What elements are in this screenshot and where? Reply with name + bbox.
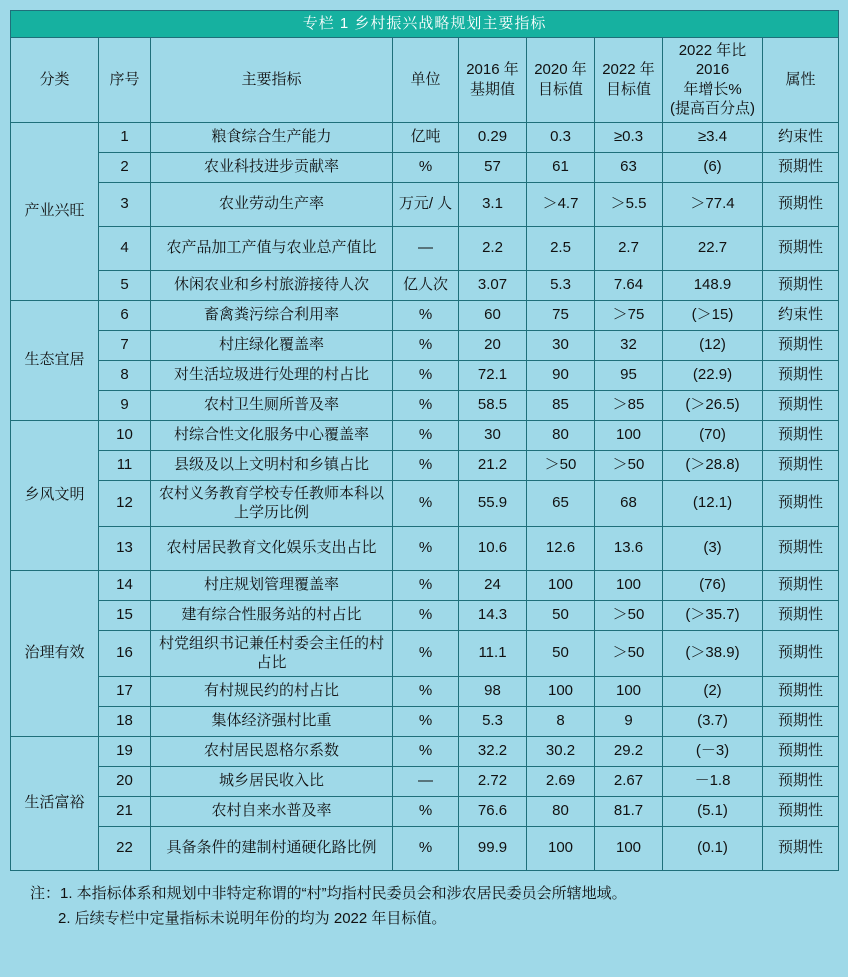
table-row: [11, 420, 839, 450]
target-2022-cell: 81.7: [595, 796, 663, 826]
target-2020-cell: 30: [527, 330, 595, 360]
target-2020-cell: 100: [527, 826, 595, 870]
indicator-name-cell: 农村自来水普及率: [151, 796, 393, 826]
indicator-name-cell: 村综合性文化服务中心覆盖率: [151, 420, 393, 450]
table-row: [11, 360, 839, 390]
indicator-name-cell: 建有综合性服务站的村占比: [151, 600, 393, 630]
growth-cell: (0.1): [663, 826, 763, 870]
table-row: [11, 122, 839, 152]
header-growth-line1: 2022 年比 2016: [678, 41, 747, 78]
table-row: [11, 226, 839, 270]
target-2022-cell: ≥0.3: [595, 122, 663, 152]
base-2016-cell: 72.1: [459, 360, 527, 390]
attribute-cell: 预期性: [763, 270, 839, 300]
indicators-table: [10, 10, 839, 871]
category-cell: 生态宜居: [11, 300, 99, 420]
indicator-name-cell: 村党组织书记兼任村委会主任的村占比: [151, 630, 393, 676]
growth-cell: (5.1): [663, 796, 763, 826]
index-cell: 7: [99, 330, 151, 360]
target-2022-cell: 29.2: [595, 736, 663, 766]
indicator-name-cell: 农业科技进步贡献率: [151, 152, 393, 182]
unit-cell: %: [393, 526, 459, 570]
header-attribute: 属性: [763, 37, 839, 122]
base-2016-cell: 98: [459, 676, 527, 706]
header-target-2022: [595, 37, 663, 122]
attribute-cell: 预期性: [763, 600, 839, 630]
attribute-cell: 预期性: [763, 826, 839, 870]
attribute-cell: 预期性: [763, 676, 839, 706]
growth-cell: (12): [663, 330, 763, 360]
attribute-cell: 预期性: [763, 706, 839, 736]
unit-cell: %: [393, 676, 459, 706]
growth-cell: (12.1): [663, 480, 763, 526]
target-2022-cell: ＞5.5: [595, 182, 663, 226]
table-row: [11, 826, 839, 870]
indicator-name-cell: 集体经济强村比重: [151, 706, 393, 736]
unit-cell: %: [393, 736, 459, 766]
table-row: [11, 270, 839, 300]
table-row: [11, 676, 839, 706]
target-2020-cell: 80: [527, 796, 595, 826]
attribute-cell: 预期性: [763, 182, 839, 226]
index-cell: 21: [99, 796, 151, 826]
index-cell: 4: [99, 226, 151, 270]
category-cell: 生活富裕: [11, 736, 99, 870]
target-2020-cell: 61: [527, 152, 595, 182]
unit-cell: %: [393, 330, 459, 360]
target-2022-cell: 100: [595, 570, 663, 600]
target-2020-cell: ＞50: [527, 450, 595, 480]
unit-cell: 万元/ 人: [393, 182, 459, 226]
unit-cell: %: [393, 300, 459, 330]
base-2016-cell: 20: [459, 330, 527, 360]
table-body: [11, 11, 839, 871]
target-2022-cell: 100: [595, 826, 663, 870]
indicator-name-cell: 农村义务教育学校专任教师本科以上学历比例: [151, 480, 393, 526]
attribute-cell: 预期性: [763, 630, 839, 676]
indicator-name-cell: 对生活垃圾进行处理的村占比: [151, 360, 393, 390]
unit-cell: %: [393, 480, 459, 526]
index-cell: 13: [99, 526, 151, 570]
unit-cell: %: [393, 796, 459, 826]
unit-cell: %: [393, 450, 459, 480]
table-row: [11, 182, 839, 226]
index-cell: 3: [99, 182, 151, 226]
target-2022-cell: 7.64: [595, 270, 663, 300]
base-2016-cell: 30: [459, 420, 527, 450]
header-base-2016-line1: 2016 年: [466, 61, 519, 78]
attribute-cell: 预期性: [763, 420, 839, 450]
target-2020-cell: 12.6: [527, 526, 595, 570]
target-2020-cell: 50: [527, 630, 595, 676]
target-2020-cell: 50: [527, 600, 595, 630]
header-target-2022-line1: 2022 年: [602, 61, 655, 78]
growth-cell: ＞77.4: [663, 182, 763, 226]
target-2022-cell: ＞75: [595, 300, 663, 330]
indicator-name-cell: 休闲农业和乡村旅游接待人次: [151, 270, 393, 300]
target-2022-cell: 32: [595, 330, 663, 360]
target-2022-cell: ＞50: [595, 630, 663, 676]
target-2020-cell: 5.3: [527, 270, 595, 300]
header-growth-line3: (提高百分点): [670, 100, 755, 117]
target-2022-cell: 95: [595, 360, 663, 390]
base-2016-cell: 0.29: [459, 122, 527, 152]
category-cell: 乡风文明: [11, 420, 99, 570]
indicator-name-cell: 农产品加工产值与农业总产值比: [151, 226, 393, 270]
header-index: 序号: [99, 37, 151, 122]
base-2016-cell: 57: [459, 152, 527, 182]
index-cell: 14: [99, 570, 151, 600]
target-2022-cell: ＞85: [595, 390, 663, 420]
index-cell: 1: [99, 122, 151, 152]
base-2016-cell: 3.1: [459, 182, 527, 226]
base-2016-cell: 76.6: [459, 796, 527, 826]
unit-cell: 亿人次: [393, 270, 459, 300]
table-row: [11, 480, 839, 526]
attribute-cell: 约束性: [763, 122, 839, 152]
base-2016-cell: 21.2: [459, 450, 527, 480]
table-row: [11, 600, 839, 630]
note-line-2: 2. 后续专栏中定量指标未说明年份的均为 2022 年目标值。: [58, 910, 447, 927]
index-cell: 5: [99, 270, 151, 300]
table-row: [11, 736, 839, 766]
target-2020-cell: 30.2: [527, 736, 595, 766]
base-2016-cell: 58.5: [459, 390, 527, 420]
table-row: [11, 526, 839, 570]
table-row: [11, 766, 839, 796]
attribute-cell: 预期性: [763, 480, 839, 526]
attribute-cell: 预期性: [763, 330, 839, 360]
indicator-name-cell: 农业劳动生产率: [151, 182, 393, 226]
header-growth-line2: 年增长%: [683, 80, 742, 98]
attribute-cell: 预期性: [763, 152, 839, 182]
indicator-name-cell: 粮食综合生产能力: [151, 122, 393, 152]
table-title: 专栏 1 乡村振兴战略规划主要指标: [11, 11, 839, 38]
index-cell: 15: [99, 600, 151, 630]
index-cell: 10: [99, 420, 151, 450]
header-target-2020: [527, 37, 595, 122]
indicator-name-cell: 有村规民约的村占比: [151, 676, 393, 706]
target-2022-cell: 100: [595, 676, 663, 706]
header-base-2016-line2: 基期值: [469, 80, 515, 98]
target-2022-cell: 63: [595, 152, 663, 182]
table-row: [11, 330, 839, 360]
header-name: 主要指标: [151, 37, 393, 122]
unit-cell: %: [393, 600, 459, 630]
attribute-cell: 预期性: [763, 766, 839, 796]
header-target-2020-line1: 2020 年: [534, 61, 587, 78]
index-cell: 11: [99, 450, 151, 480]
header-growth: [663, 37, 763, 122]
unit-cell: %: [393, 630, 459, 676]
target-2022-cell: 100: [595, 420, 663, 450]
unit-cell: 亿吨: [393, 122, 459, 152]
growth-cell: (＞35.7): [663, 600, 763, 630]
attribute-cell: 预期性: [763, 450, 839, 480]
target-2022-cell: 2.7: [595, 226, 663, 270]
target-2022-cell: ＞50: [595, 450, 663, 480]
base-2016-cell: 99.9: [459, 826, 527, 870]
table-row: [11, 390, 839, 420]
target-2022-cell: ＞50: [595, 600, 663, 630]
indicator-name-cell: 村庄绿化覆盖率: [151, 330, 393, 360]
growth-cell: (2): [663, 676, 763, 706]
header-unit: 单位: [393, 37, 459, 122]
base-2016-cell: 2.2: [459, 226, 527, 270]
index-cell: 6: [99, 300, 151, 330]
target-2020-cell: 2.5: [527, 226, 595, 270]
index-cell: 2: [99, 152, 151, 182]
unit-cell: %: [393, 826, 459, 870]
unit-cell: %: [393, 570, 459, 600]
index-cell: 16: [99, 630, 151, 676]
growth-cell: (＞28.8): [663, 450, 763, 480]
target-2020-cell: 65: [527, 480, 595, 526]
growth-cell: (70): [663, 420, 763, 450]
target-2020-cell: 2.69: [527, 766, 595, 796]
index-cell: 19: [99, 736, 151, 766]
table-row: [11, 630, 839, 676]
indicator-name-cell: 农村居民恩格尔系数: [151, 736, 393, 766]
unit-cell: %: [393, 706, 459, 736]
growth-cell: －1.8: [663, 766, 763, 796]
attribute-cell: 预期性: [763, 360, 839, 390]
index-cell: 8: [99, 360, 151, 390]
target-2020-cell: 100: [527, 676, 595, 706]
index-cell: 9: [99, 390, 151, 420]
table-header-row: [11, 37, 839, 122]
growth-cell: (6): [663, 152, 763, 182]
attribute-cell: 预期性: [763, 796, 839, 826]
target-2022-cell: 68: [595, 480, 663, 526]
growth-cell: (＞15): [663, 300, 763, 330]
indicator-name-cell: 县级及以上文明村和乡镇占比: [151, 450, 393, 480]
indicator-name-cell: 具备条件的建制村通硬化路比例: [151, 826, 393, 870]
growth-cell: (＞26.5): [663, 390, 763, 420]
category-cell: 产业兴旺: [11, 122, 99, 300]
growth-cell: (76): [663, 570, 763, 600]
index-cell: 20: [99, 766, 151, 796]
growth-cell: 22.7: [663, 226, 763, 270]
growth-cell: 148.9: [663, 270, 763, 300]
base-2016-cell: 3.07: [459, 270, 527, 300]
base-2016-cell: 5.3: [459, 706, 527, 736]
base-2016-cell: 11.1: [459, 630, 527, 676]
target-2020-cell: 100: [527, 570, 595, 600]
indicator-name-cell: 畜禽粪污综合利用率: [151, 300, 393, 330]
base-2016-cell: 2.72: [459, 766, 527, 796]
unit-cell: %: [393, 420, 459, 450]
attribute-cell: 预期性: [763, 226, 839, 270]
base-2016-cell: 14.3: [459, 600, 527, 630]
index-cell: 12: [99, 480, 151, 526]
growth-cell: (－3): [663, 736, 763, 766]
unit-cell: —: [393, 766, 459, 796]
index-cell: 17: [99, 676, 151, 706]
table-row: [11, 570, 839, 600]
indicator-name-cell: 城乡居民收入比: [151, 766, 393, 796]
table-row: [11, 706, 839, 736]
base-2016-cell: 24: [459, 570, 527, 600]
table-notes: [10, 881, 838, 932]
category-cell: 治理有效: [11, 570, 99, 736]
target-2020-cell: 90: [527, 360, 595, 390]
target-2022-cell: 9: [595, 706, 663, 736]
base-2016-cell: 32.2: [459, 736, 527, 766]
attribute-cell: 约束性: [763, 300, 839, 330]
target-2020-cell: ＞4.7: [527, 182, 595, 226]
target-2020-cell: 75: [527, 300, 595, 330]
indicator-name-cell: 农村卫生厕所普及率: [151, 390, 393, 420]
index-cell: 22: [99, 826, 151, 870]
target-2020-cell: 8: [527, 706, 595, 736]
unit-cell: %: [393, 390, 459, 420]
target-2020-cell: 85: [527, 390, 595, 420]
header-target-2022-line2: 目标值: [605, 80, 651, 98]
index-cell: 18: [99, 706, 151, 736]
table-title-row: [11, 11, 839, 38]
table-row: [11, 450, 839, 480]
indicator-name-cell: 村庄规划管理覆盖率: [151, 570, 393, 600]
header-target-2020-line2: 目标值: [537, 80, 583, 98]
target-2022-cell: 13.6: [595, 526, 663, 570]
indicator-name-cell: 农村居民教育文化娱乐支出占比: [151, 526, 393, 570]
growth-cell: (＞38.9): [663, 630, 763, 676]
unit-cell: %: [393, 152, 459, 182]
header-base-2016: [459, 37, 527, 122]
growth-cell: (3.7): [663, 706, 763, 736]
attribute-cell: 预期性: [763, 570, 839, 600]
table-row: [11, 152, 839, 182]
base-2016-cell: 60: [459, 300, 527, 330]
table-row: [11, 796, 839, 826]
target-2022-cell: 2.67: [595, 766, 663, 796]
base-2016-cell: 55.9: [459, 480, 527, 526]
growth-cell: (3): [663, 526, 763, 570]
attribute-cell: 预期性: [763, 736, 839, 766]
target-2020-cell: 0.3: [527, 122, 595, 152]
unit-cell: %: [393, 360, 459, 390]
header-category: 分类: [11, 37, 99, 122]
attribute-cell: 预期性: [763, 526, 839, 570]
note-line-1: 注：1. 本指标体系和规划中非特定称谓的“村”均指村民委员会和涉农居民委员会所辖地域。: [30, 884, 627, 902]
target-2020-cell: 80: [527, 420, 595, 450]
table-row: [11, 300, 839, 330]
growth-cell: ≥3.4: [663, 122, 763, 152]
attribute-cell: 预期性: [763, 390, 839, 420]
unit-cell: —: [393, 226, 459, 270]
growth-cell: (22.9): [663, 360, 763, 390]
base-2016-cell: 10.6: [459, 526, 527, 570]
